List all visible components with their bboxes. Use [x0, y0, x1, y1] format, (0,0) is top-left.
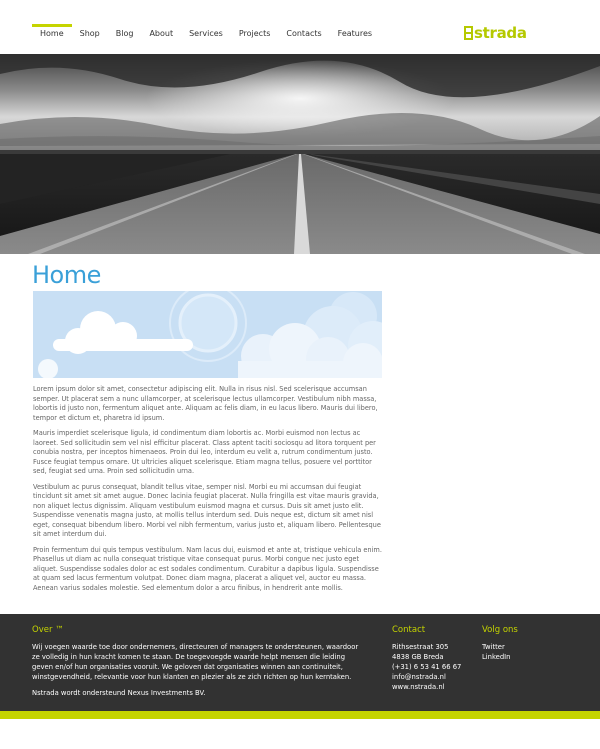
nav-item-features[interactable]: Features — [337, 29, 373, 38]
site-footer — [0, 614, 600, 711]
logo[interactable] — [464, 23, 527, 43]
main-content — [33, 385, 385, 599]
footer-about-heading: Over ™ — [32, 625, 64, 635]
twitter-link[interactable]: Twitter — [482, 643, 505, 651]
nav-item-services[interactable]: Services — [189, 29, 223, 38]
footer-about — [32, 624, 362, 698]
hero-image — [0, 54, 600, 254]
nav-item-shop[interactable]: Shop — [79, 29, 100, 38]
paragraph: Proin fermentum dui quis tempus vestibulum. Nam lacus dui, euismod et ante at, tristique vehicula enim. Phasellus ut diam ac nulla consequat tristique vitae consequat purus. Morbi congue nec justo eget aliquet. Suspendisse sodales dolor ac est sodales condimentum. Curabitur a dapibus ligula. Suspendisse at quam sed lacus fermentum volutpat. Donec diam magna, placerat a aliquet vel, auctor eu massa. Aenean varius sodales molestie. Sed elementum dolor a arcu finibus, in hendrerit ante mollis. — [33, 545, 382, 592]
linkedin-link[interactable]: LinkedIn — [482, 653, 511, 661]
cloud-image — [33, 291, 382, 378]
contact-address: Rithsestraat 305 — [392, 643, 449, 651]
site-header — [0, 0, 600, 54]
nav-item-blog[interactable]: Blog — [115, 29, 134, 38]
main-nav — [32, 25, 380, 45]
logo-text: strada — [474, 24, 527, 42]
road-landscape-image — [0, 54, 600, 254]
contact-email[interactable]: info@nstrada.nl — [392, 673, 446, 681]
footer-about-text: Wij voegen waarde toe door ondernemers, directeuren of managers te ondersteunen, waardoor ze volledig in hun kracht komen te staan. De toegevoegde waarde helpt mensen die leiding geven en/of hun organisaties vooruit. We geloven dat organisaties winnen aan continuiteit, winstgevendheid, relevantie voor hun klanten en plezier als ze zich richten op hun kerntaken. — [32, 643, 359, 681]
page-title: Home — [32, 261, 101, 289]
contact-website[interactable]: www.nstrada.nl — [392, 683, 445, 691]
paragraph: Mauris imperdiet scelerisque ligula, id condimentum diam lobortis ac. Morbi euismod non lectus ac laoreet. Sed sollicitudin sem vel nisl efficitur placerat. Class aptent taciti sociosqu ad litora torquent per conubia nostra, per inceptos himenaeos. Proin dui leo, interdum eu velit a, rutrum condimentum justo. Fusce feugiat tempus ornare. Ut ultricies aliquet scelerisque. Etiam magna tellus, posuere vel porttitor sed, feugiat sed urna. Proin sed sollicitudin urna. — [33, 429, 376, 475]
footer-follow-heading: Volg ons — [482, 625, 518, 635]
paragraph: Vestibulum ac purus consequat, blandit tellus vitae, semper nisl. Morbi eu mi accumsan dui feugiat tincidunt sit amet sit amet augue. Donec lacinia feugiat placerat. Nulla fringilla est vitae mauris gravida, non aliquet lectus dignissim. Aliquam vestibulum euismod magna et cursus. Duis sit amet justo elit. Suspendisse venenatis magna justo, at mollis tellus interdum sed. Duis neque est, dictum sit amet nisl eget, consequat bibendum libero. Morbi vel nibh fermentum, varius justo et, aliquam libero. Pellentesque sit amet interdum dui. — [33, 482, 381, 538]
contact-phone[interactable]: (+31) 6 53 41 66 67 — [392, 663, 462, 671]
contact-postcode: 4838 GB Breda — [392, 653, 444, 661]
footer-contact-heading: Contact — [392, 625, 426, 635]
nav-item-projects[interactable]: Projects — [238, 29, 271, 38]
nav-item-contacts[interactable]: Contacts — [286, 29, 322, 38]
paragraph: Lorem ipsum dolor sit amet, consectetur adipiscing elit. Nulla in risus nisl. Sed scelerisque accumsan semper. Ut placerat sem a nunc ullamcorper, at scelerisque lectus ullamcorper. Vestibulum nibh massa, lobortis id justo non, fermentum aliquet ante. Aliquam ac felis diam, in eu lacus libero. Mauris dui libero, tempor et dictum et, pharetra id ipsum. — [33, 385, 378, 422]
nav-item-home[interactable]: Home — [32, 25, 72, 45]
footer-support-text: Nstrada wordt ondersteund Nexus Investments BV. — [32, 689, 206, 697]
footer-follow — [482, 624, 562, 662]
footer-accent-strip — [0, 711, 600, 719]
logo-mark-icon — [464, 26, 473, 40]
footer-contact — [392, 624, 472, 692]
nav-item-about[interactable]: About — [149, 29, 174, 38]
cloud-illustration — [33, 291, 382, 378]
